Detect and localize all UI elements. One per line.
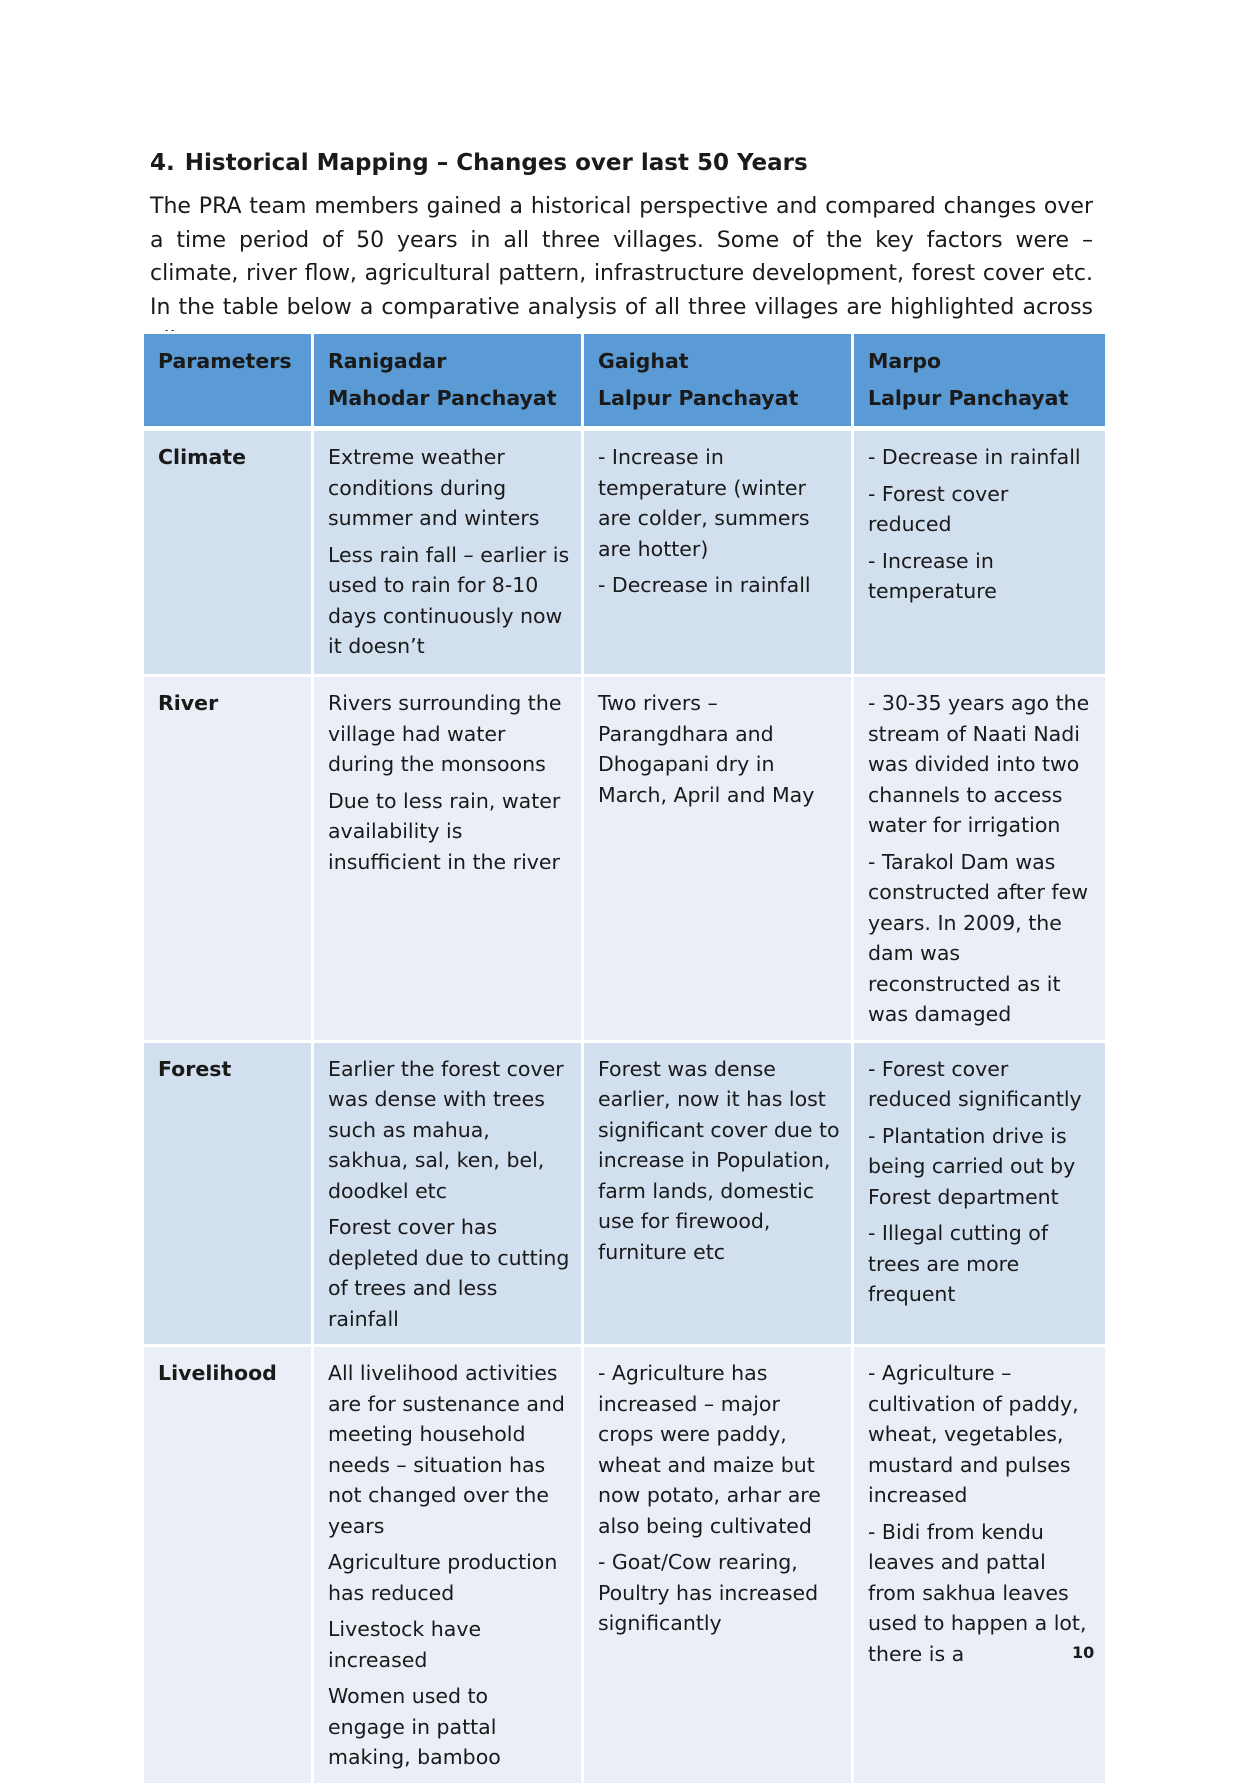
marpo-cell — [853, 1346, 1107, 1785]
cell-paragraph: - Bidi from kendu leaves and pattal from sakhua leaves used to happen a lot, there is a — [868, 1519, 1087, 1666]
header-line1: Parameters — [158, 349, 292, 373]
header-line2: Lalpur Panchayat — [598, 385, 799, 410]
parameter-cell: Forest — [143, 1041, 313, 1346]
cell-paragraph: Rivers surrounding the village had water during the monsoons — [328, 691, 562, 776]
cell-paragraph: - Tarakol Dam was constructed after few years. In 2009, the dam was reconstructed as it was damaged — [868, 849, 1089, 1026]
cell-paragraph: All livelihood activities are for sustenance and meeting household needs – situation has not changed over the years — [328, 1361, 565, 1538]
cell-paragraph: - Forest cover reduced — [868, 481, 1009, 536]
header-marpo — [853, 333, 1107, 429]
cell-paragraph: - Increase in temperature — [868, 548, 997, 603]
ranigadar-cell — [313, 1346, 583, 1785]
table-row — [143, 1346, 1107, 1785]
cell-paragraph: - Decrease in rainfall — [598, 573, 811, 597]
cell-paragraph: Earlier the forest cover was dense with trees such as mahua, sakhua, sal, ken, bel, doodkel etc — [328, 1056, 564, 1203]
section-title: Historical Mapping – Changes over last 50 Years — [184, 150, 808, 176]
cell-paragraph: - 30-35 years ago the stream of Naati Nadi was divided into two channels to access water for irrigation — [868, 691, 1090, 837]
cell-paragraph: - Illegal cutting of trees are more frequent — [868, 1221, 1049, 1306]
header-line1: Gaighat — [598, 349, 689, 373]
table-header-row — [143, 333, 1107, 429]
cell-paragraph: Due to less rain, water availability is insufficient in the river — [328, 788, 561, 874]
cell-paragraph: - Plantation drive is being carried out by Forest department — [868, 1123, 1076, 1209]
table-row — [143, 1041, 1107, 1346]
header-line1: Marpo — [868, 349, 942, 373]
gaighat-cell — [583, 676, 853, 1042]
section-number: 4. — [150, 150, 175, 176]
ranigadar-cell — [313, 676, 583, 1042]
page-number: 10 — [1072, 1643, 1095, 1662]
cell-paragraph: Agriculture production has reduced — [328, 1550, 558, 1605]
cell-paragraph: Forest cover has depleted due to cutting of trees and less rainfall — [328, 1215, 570, 1331]
cell-paragraph: - Decrease in rainfall — [868, 445, 1081, 469]
cell-paragraph: Less rain fall – earlier is used to rain for 8-10 days continuously now it doesn’t — [328, 542, 570, 658]
header-gaighat — [583, 333, 853, 429]
cell-paragraph: - Agriculture – cultivation of paddy, wheat, vegetables, mustard and pulses increased — [868, 1361, 1079, 1507]
table-body — [143, 429, 1107, 1785]
section-heading — [150, 150, 1090, 176]
cell-paragraph: - Agriculture has increased – major crops were paddy, wheat and maize but now potato, arhar are also being cultivated — [598, 1361, 821, 1538]
historical-mapping-table — [141, 331, 1108, 1786]
parameter-cell: Livelihood — [143, 1346, 313, 1785]
cell-paragraph: Forest was dense earlier, now it has lost significant cover due to increase in Population, farm lands, domestic use for firewood, furniture etc — [598, 1056, 840, 1264]
marpo-cell — [853, 429, 1107, 676]
ranigadar-cell — [313, 429, 583, 676]
gaighat-cell — [583, 1346, 853, 1785]
header-line2: Mahodar Panchayat — [328, 385, 557, 410]
header-parameters — [143, 333, 313, 429]
ranigadar-cell — [313, 1041, 583, 1346]
header-line1: Ranigadar — [328, 349, 447, 373]
parameter-cell: Climate — [143, 429, 313, 676]
intro-paragraph: The PRA team members gained a historical perspective and compared changes over a time period of 50 years in all three villages. Some of the key factors were – climate, river flow, agricultural pattern, infrastructure development, forest cover etc. In the table below a comparative analysis of all three villages are highlighted across — [150, 194, 1093, 320]
cell-paragraph: Extreme weather conditions during summer and winters — [328, 445, 540, 530]
cell-paragraph: - Increase in temperature (winter are colder, summers are hotter) — [598, 445, 810, 561]
marpo-cell — [853, 1041, 1107, 1346]
parameter-cell: River — [143, 676, 313, 1042]
header-line2: Lalpur Panchayat — [868, 385, 1069, 410]
gaighat-cell — [583, 429, 853, 676]
cell-paragraph: - Forest cover reduced significantly — [868, 1056, 1082, 1111]
cell-paragraph: Two rivers – Parangdhara and Dhogapani dry in March, April and May — [598, 691, 815, 807]
cell-paragraph: Women used to engage in pattal making, bamboo — [328, 1684, 501, 1769]
cell-paragraph: Livestock have increased — [328, 1617, 482, 1672]
cell-paragraph: - Goat/Cow rearing, Poultry has increased significantly — [598, 1550, 819, 1635]
marpo-cell — [853, 676, 1107, 1042]
table-row — [143, 676, 1107, 1042]
table-row — [143, 429, 1107, 676]
gaighat-cell — [583, 1041, 853, 1346]
header-ranigadar — [313, 333, 583, 429]
